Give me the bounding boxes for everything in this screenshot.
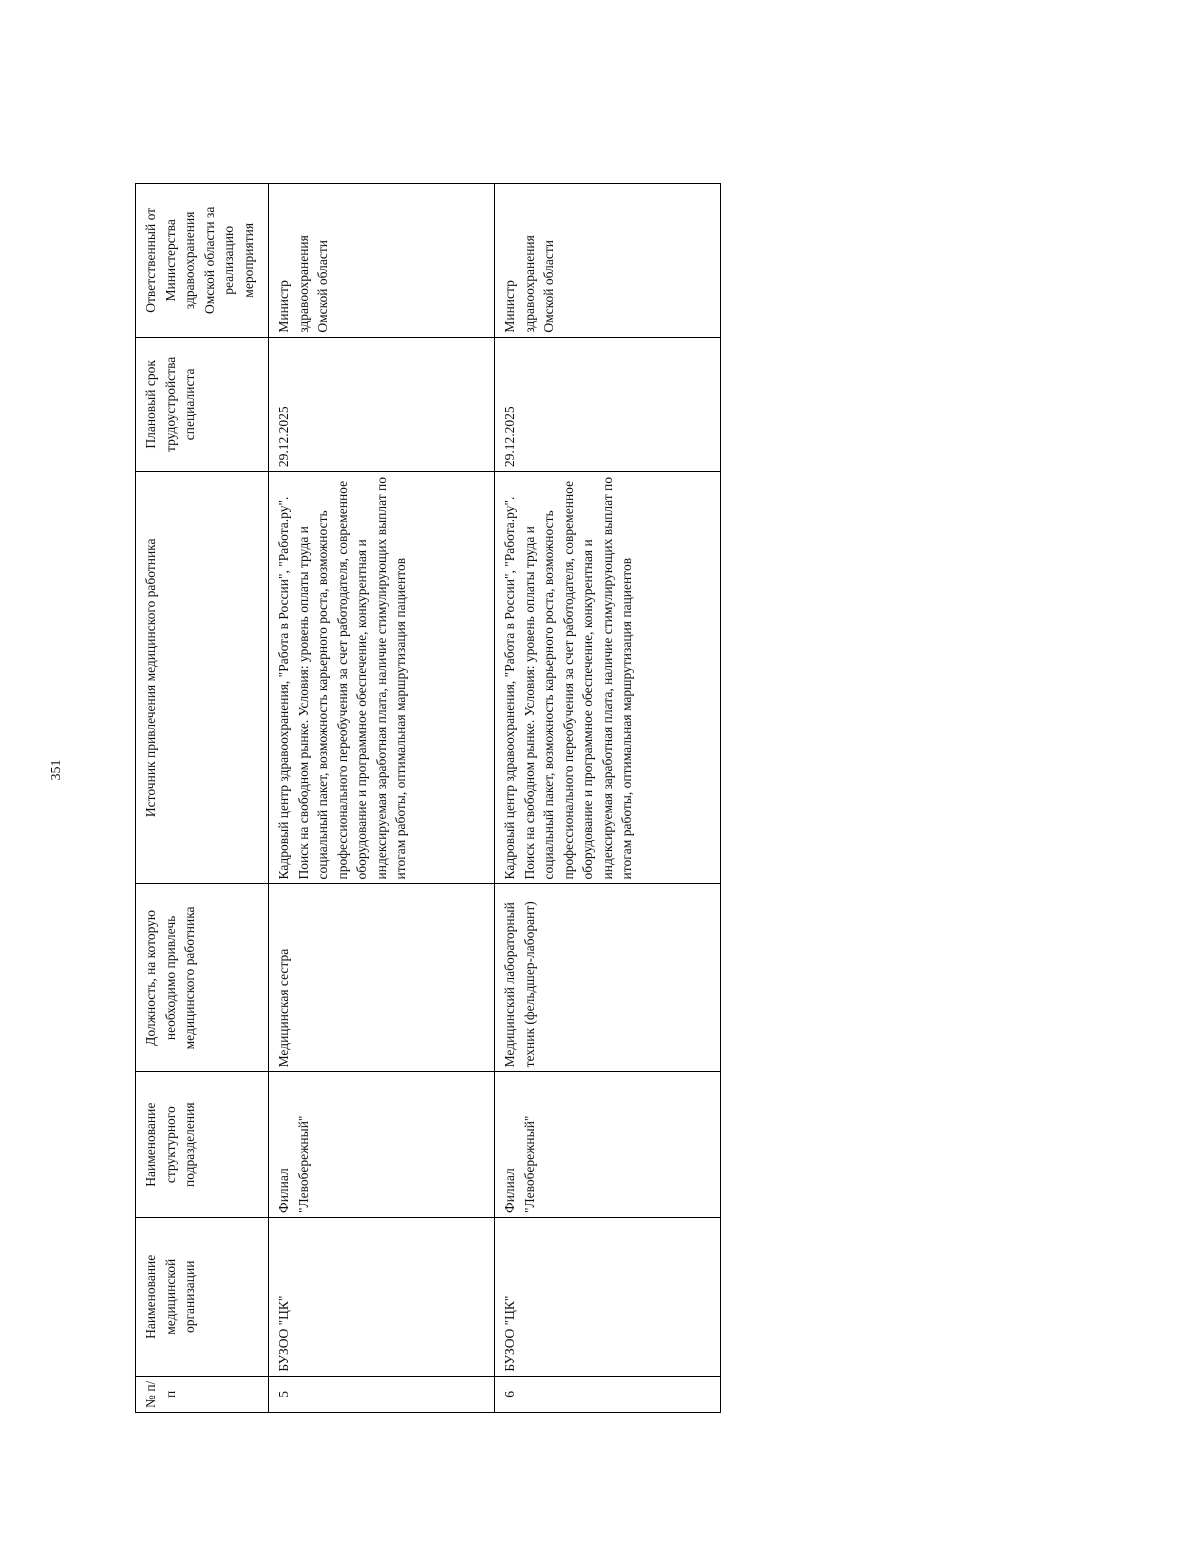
header-responsible: Ответственный от Министерства здравоохранения Омской области за реализацию мероприятия bbox=[136, 184, 269, 338]
cell-source: Кадровый центр здравоохранения, "Работа в России", "Работа.ру". Поиск на свободном рынке. Условия: уровень оплаты труда и социальный пакет, возможность карьерного роста, возможность профессионального переобучения за счет работодателя, современное оборудование и программное обеспечение, конкурентная и индексируемая заработная плата, наличие стимулирующих выплат по итогам работы, оптимальная маршрутизация пациентов bbox=[269, 472, 495, 884]
staffing-table bbox=[135, 183, 721, 1413]
table-header-row bbox=[136, 184, 269, 1413]
header-organization: Наименование медицинской организации bbox=[136, 1217, 269, 1376]
rotated-table-container bbox=[135, 183, 721, 1413]
header-department: Наименование структурного подразделения bbox=[136, 1072, 269, 1218]
header-number: № п/п bbox=[136, 1376, 269, 1412]
header-source: Источник привлечения медицинского работника bbox=[136, 472, 269, 884]
cell-department: Филиал "Левобережный" bbox=[269, 1072, 495, 1218]
table-row bbox=[495, 184, 721, 1413]
header-position: Должность, на которую необходимо привлечь медицинского работника bbox=[136, 884, 269, 1072]
cell-deadline: 29.12.2025 bbox=[269, 337, 495, 471]
table-frame bbox=[135, 183, 721, 1413]
cell-department: Филиал "Левобережный" bbox=[495, 1072, 721, 1218]
cell-responsible: Министр здравоохранения Омской области bbox=[269, 184, 495, 338]
cell-position: Медицинский лабораторный техник (фельдшер-лаборант) bbox=[495, 884, 721, 1072]
header-deadline: Плановый срок трудоустройства специалиста bbox=[136, 337, 269, 471]
cell-number: 6 bbox=[495, 1376, 721, 1412]
cell-organization: БУЗОО "ЦК" bbox=[269, 1217, 495, 1376]
cell-number: 5 bbox=[269, 1376, 495, 1412]
cell-position: Медицинская сестра bbox=[269, 884, 495, 1072]
page-number: 351 bbox=[49, 759, 64, 781]
cell-organization: БУЗОО "ЦК" bbox=[495, 1217, 721, 1376]
cell-responsible: Министр здравоохранения Омской области bbox=[495, 184, 721, 338]
cell-source: Кадровый центр здравоохранения, "Работа в России", "Работа.ру". Поиск на свободном рынке. Условия: уровень оплаты труда и социальный пакет, возможность карьерного роста, возможность профессионального переобучения за счет работодателя, современное оборудование и программное обеспечение, конкурентная и индексируемая заработная плата, наличие стимулирующих выплат по итогам работы, оптимальная маршрутизация пациентов bbox=[495, 472, 721, 884]
cell-deadline: 29.12.2025 bbox=[495, 337, 721, 471]
table-row bbox=[269, 184, 495, 1413]
